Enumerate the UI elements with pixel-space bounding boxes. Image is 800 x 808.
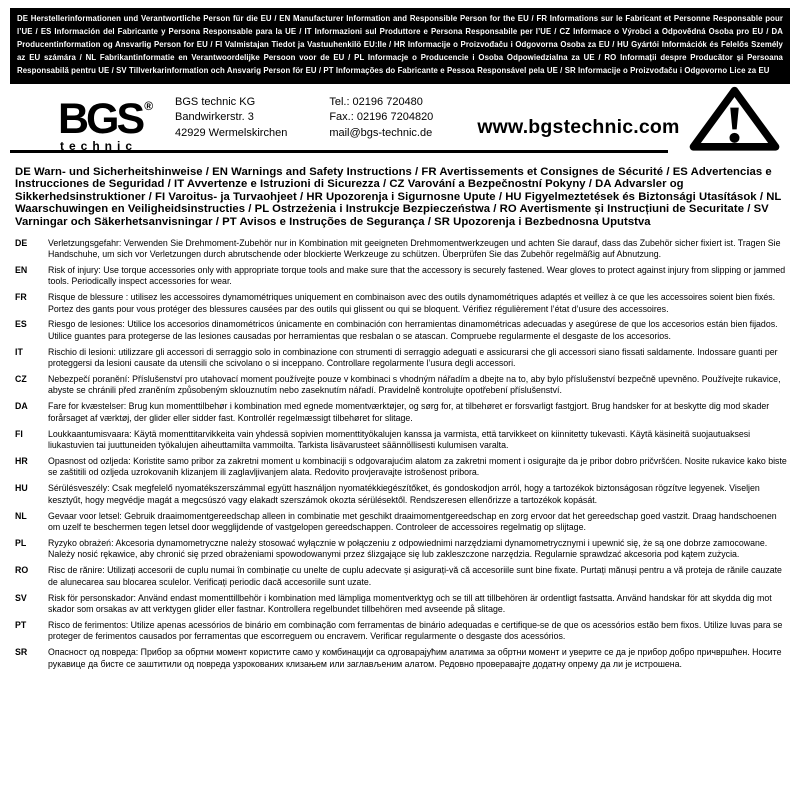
company-address — [175, 95, 287, 142]
safety-notice-row — [15, 347, 788, 370]
language-code-label: ES — [15, 319, 27, 330]
safety-notice-row — [15, 429, 788, 452]
safety-notice-row — [15, 647, 788, 670]
safety-notice-row — [15, 238, 788, 261]
manufacturer-info-bar — [10, 8, 790, 84]
safety-notice-row — [15, 265, 788, 288]
safety-notice-row — [15, 620, 788, 643]
notice-text: Verletzungsgefahr: Verwenden Sie Drehmoment-Zubehör nur in Kombination mit geeigneten Drehmomentwerkzeugen und achten Sie darauf, dass das Zubehör sicher fixiert ist. Tragen Sie Handschuhe, um sich vor Verletzungen durch abrutschende oder blockierte Werkzeuge zu schützen. Überprüfen Sie das Zubehör regelmäßig auf Abnutzung. — [48, 237, 781, 259]
safety-notice-row — [15, 374, 788, 397]
notice-text: Nebezpečí poranění: Příslušenství pro utahovací moment používejte pouze v kombinaci s vhodným nářadím a dbejte na to, aby bylo příslušenství bezpečně upevněno. Používejte rukavice, abyste se chránili před zraněním způsobeným sklouznutím nebo zaseknutím nářadí. Pravidelně kontrolujte opotřebení příslušenství. — [48, 374, 781, 396]
language-code-label: FI — [15, 428, 23, 439]
safety-notice-row — [15, 401, 788, 424]
company-header — [10, 84, 790, 153]
safety-notice-row — [15, 565, 788, 588]
notice-text: Fare for kvæstelser: Brug kun momenttilbehør i kombination med egnede momentværktøjer, og sørg for, at tilbehøret er forsvarligt fastgjort. Brug handsker for at beskytte dig mod skader forårsaget af værktøj, der glider eller sidder fast. Kontrollér regelmæssigt tilbehøret for slitage. — [48, 401, 770, 423]
language-code-label: FR — [15, 292, 27, 303]
notice-text: Risco de ferimentos: Utilize apenas acessórios de binário em combinação com ferramentas de binário adequadas e certifique-se de que os acessórios estão bem fixos. Utilize luvas para se proteger de ferimentos causados por ferramentas que escorreguem ou encravem. Verificar regularmente o desgaste dos acessórios. — [48, 619, 783, 642]
safety-notice-row — [15, 511, 788, 534]
manufacturer-info-text: DE Herstellerinformationen und Verantwortliche Person für die EU / EN Manufacturer Information and Responsible Person for the EU / FR Informations sur le Fabricant et Personne Responsable pour l’UE / ES Información del Fabricante y Persona Responsable para la UE / IT Informazioni sul Produttore e Persona Responsabile per l’UE / CZ Informace o Výrobci a Odpovědná Osoba pro EU / DA Producentinformation og Ansvarlig Person for EU / FI Valmistajan Tiedot ja Vastuuhenkilö EU:lle / HR Informacije o Proizvođaču i Odgovorna Osoba za EU / HU Gyártói Információk és Felelős Személy az EU számára / NL Fabrikantinformatie en Verantwoordelijke Persoon voor de EU / PL Informacje o Producencie i Osoba Odpowiedzialna za UE / RO Informații despre Producător și Persoana Responsabilă pentru UE / SV Tillverkarinformation och Ansvarig Person för EU / PT Informações do Fabricante e Pessoa Responsável pela UE / SR Informacije o Proizvođaču i Odgovorno Lice za EU — [17, 14, 783, 75]
notice-text: Risk för personskador: Använd endast momenttillbehör i kombination med lämpliga momentverktyg och se till att tillbehören är ordentligt fastsatta. Använd handskar för att skydda dig mot skador som orsakas av att verktygen glider eller fastnar. Kontrollera regelbundet tillbehören med avseende på slitage. — [48, 592, 772, 614]
language-code-label: RO — [15, 565, 29, 576]
language-code-label: NL — [15, 510, 27, 521]
notice-text: Loukkaantumisvaara: Käytä momenttitarvikkeita vain yhdessä sopivien momenttityökalujen kanssa ja varmista, että tarvikkeet on kiinnitetty tukevasti. Käytä käsineitä suojautuaksesi liukastuvien tai juuttuneiden työkalujen aiheuttamilta vammoilta. Tarkista lisävarusteet säännöllisesti kulumisen varalta. — [48, 428, 751, 451]
warnings-heading: DE Warn- und Sicherheitshinweise / EN Warnings and Safety Instructions / FR Avertissements et Consignes de Sécurité / ES Advertencias e Instrucciones de Seguridad / IT Avvertenze e Istruzioni di Sicurezza / CZ Varování a Bezpečnostní Pokyny / DA Advarsler og Sikkerhedsinstruktioner / FI Varoitus- ja Turvaohjeet / HR Upozorenja i Sigurnosne Upute / HU Figyelmeztetések és Biztonsági Utasítások / NL Waarschuwingen en Veiligheidsinstructies / PL Ostrzeżenia i Instrukcje Bezpieczeństwa / RO Avertismente și Instrucțiuni de Securitate / SV Varningar och Säkerhetsanvisningar / PT Avisos e Instruções de Segurança / SR Upozorenja i Bezbednosna Uputstva — [15, 165, 782, 228]
safety-notice-row — [15, 319, 788, 342]
company-fax: Fax.: 02196 7204820 — [329, 111, 434, 124]
language-code-label: IT — [15, 346, 23, 357]
language-code-label: CZ — [15, 374, 27, 385]
company-contact — [329, 95, 433, 142]
registered-trademark-icon: ® — [144, 98, 154, 113]
language-code-label: HR — [15, 456, 28, 466]
warning-triangle-icon — [686, 84, 783, 152]
notice-text: Risk of injury: Use torque accessories only with appropriate torque tools and make sure that the accessory is securely fastened. Wear gloves to protect against injury from slipping or jammed tools. Periodically inspect accessories for wear. — [48, 264, 786, 287]
language-code-label: DE — [15, 237, 28, 248]
language-code-label: PL — [15, 537, 27, 548]
company-street: Bandwirkerstr. 3 — [175, 111, 254, 124]
safety-notice-row — [15, 483, 788, 506]
company-city: 42929 Wermelskirchen — [175, 126, 288, 139]
safety-notice-row — [15, 593, 788, 616]
notice-text: Risque de blessure : utilisez les accessoires dynamométriques uniquement en combinaison avec des outils dynamométriques adaptés et veillez à ce que les accessoires soient bien fixés. Portez des gants pour vous protéger des blessures causées par des outils qui glissent ou qui se bloquent. Vérifiez régulièrement l’état d’usure des accessoires. — [48, 292, 776, 314]
notice-text: Opasnost od ozljeda: Koristite samo pribor za zakretni moment u kombinaciji s odgovarajućim alatom za zakretni moment i osigurajte da je pribor dobro pričvršćen. Nosite rukavice kako biste se zaštitili od ozljeda uzrokovanih klizanjem ili zaglavljivanjem alata. Redovito provjeravajte istrošenost pribora. — [48, 456, 787, 478]
language-code-label: PT — [15, 619, 27, 630]
notice-text: Опасност од повреда: Прибор за обртни момент користите само у комбинацији са одговарајућим алатима за обртни момент и уверите се да је прибор добро причвршћен. Носите рукавице да бисте се заштитили од повреда узрокованих клизањем или заглављеним алатом. Редовно проверавајте додатну опрему да ли је истрошена. — [48, 647, 782, 669]
language-code-label: SV — [15, 592, 27, 603]
notice-text: Risc de rănire: Utilizați accesorii de cuplu numai în combinație cu unelte de cuplu adecvate și asigurați-vă că accesoriile sunt bine fixate. Purtați mănuși pentru a vă proteja de rănile cauzate de alunecarea sau blocarea sculelor. Verificați periodic dacă accesoriile sunt uzate. — [48, 565, 782, 587]
bgs-logo-subtitle: technic — [60, 138, 138, 153]
safety-notice-row — [15, 456, 788, 479]
language-code-label: HU — [15, 483, 28, 494]
language-code-label: DA — [15, 401, 28, 412]
safety-notice-row — [15, 292, 788, 315]
company-email: mail@bgs-technic.de — [329, 126, 433, 139]
bgs-logo — [58, 85, 153, 153]
notice-text: Ryzyko obrażeń: Akcesoria dynamometryczne należy stosować wyłącznie w połączeniu z odpowiednimi narzędziami dynamometrycznymi i upewnić się, że są one dobrze zamocowane. Należy nosić rękawice, aby chronić się przed obrażeniami spowodowanymi przez ślizgające się lub zakleszczone narzędzia. Regularnie sprawdzać akcesoria pod kątem zużycia. — [48, 537, 768, 560]
safety-notice-row — [15, 538, 788, 561]
notice-text: Rischio di lesioni: utilizzare gli accessori di serraggio solo in combinazione con strumenti di serraggio adeguati e assicurarsi che gli accessori siano fissati saldamente. Indossare guanti per proteggersi da lesioni causate da utensili che scivolano o si inceppano. Controllare regolarmente l’usura degli accessori. — [48, 346, 778, 369]
company-phone: Tel.: 02196 720480 — [329, 95, 423, 108]
language-code-label: EN — [15, 264, 28, 275]
notice-text: Sérülésveszély: Csak megfelelő nyomatékszerszámmal együtt használjon nyomatékkiegészítőket, és gondoskodjon arról, hogy a tartozékok biztonságosan rögzítve legyenek. Viseljen kesztyűt, hogy megvédje magát a megcsúszó vagy elakadt szerszámok okozta sérülésektől. Rendszeresen ellenőrizze a tartozékok kopását. — [48, 483, 760, 505]
company-website: www.bgstechnic.com — [477, 115, 680, 138]
language-code-label: SR — [15, 647, 28, 658]
company-name: BGS technic KG — [175, 95, 256, 108]
notice-text: Riesgo de lesiones: Utilice los accesorios dinamométricos únicamente en combinación con herramientas dinamométricas adecuadas y asegúrese de que los accesorios están bien fijados. Utilice guantes para protegerse de las lesiones causadas por herramientas que resbalan o se atascan. Compruebe regularmente el desgaste de los accesorios. — [48, 319, 778, 341]
safety-instructions-sheet — [0, 8, 800, 808]
bgs-logo-wordmark: BGS ® — [58, 94, 154, 143]
safety-notices-list — [15, 238, 788, 671]
notice-text: Gevaar voor letsel: Gebruik draaimomentgereedschap alleen in combinatie met geschikt draaimomentgereedschap en zorg ervoor dat het gereedschap goed vastzit. Draag handschoenen om uzelf te beschermen tegen letsel door wegglijdende of vastgelopen gereedschappen. Controleer de accessoires regelmatig op slijtage. — [48, 510, 777, 533]
